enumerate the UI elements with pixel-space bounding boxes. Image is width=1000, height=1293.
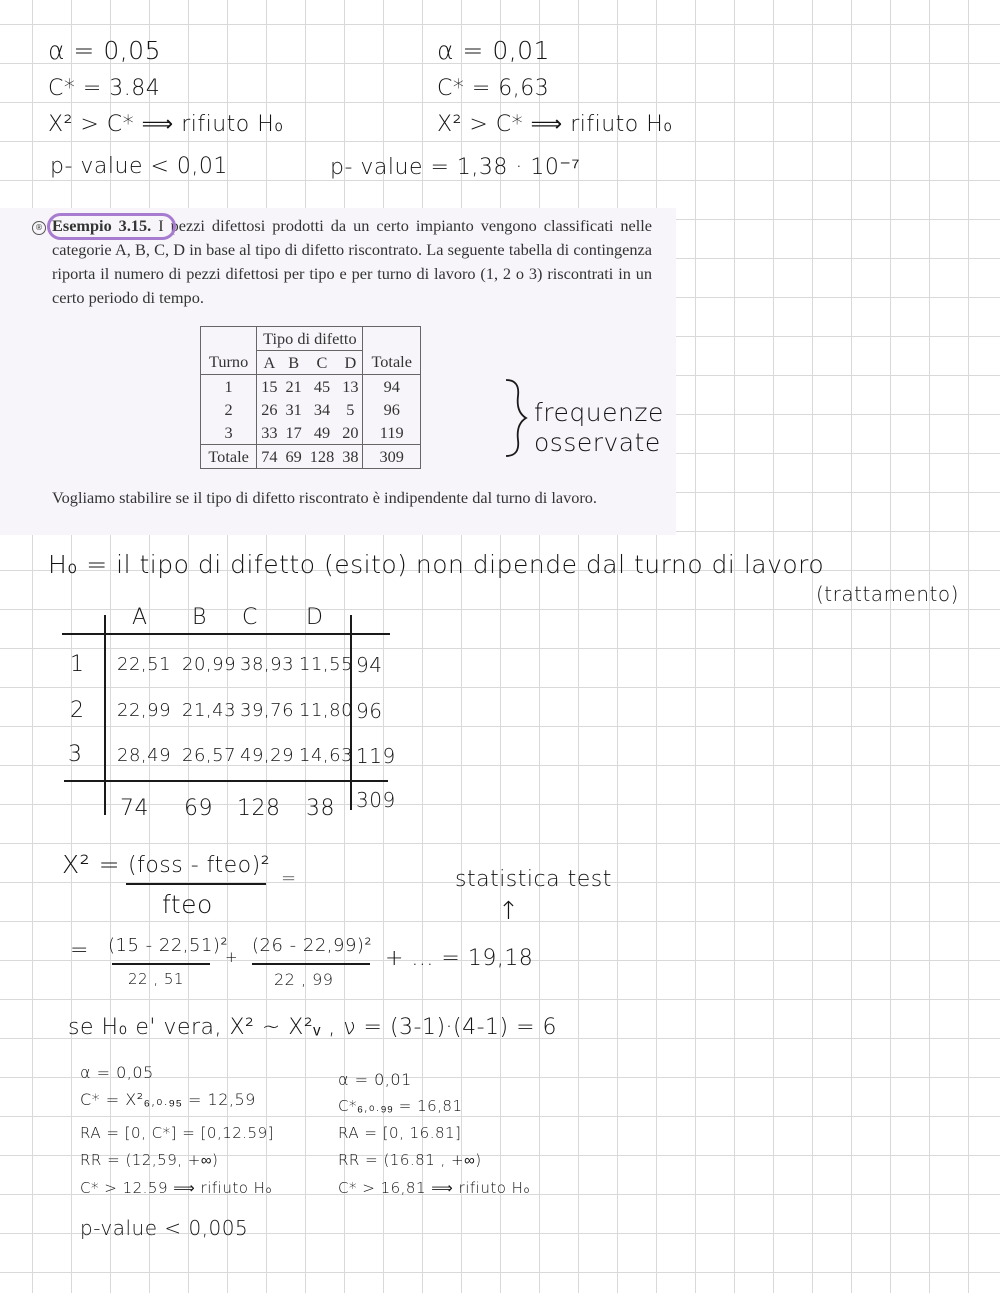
circled-letter-icon: ® [32, 221, 46, 235]
cell: 20,99 [182, 654, 237, 675]
table-row [201, 421, 421, 445]
row-label: 3 [68, 742, 83, 767]
cell: 38,93 [240, 654, 295, 675]
cell: 26,57 [182, 745, 237, 766]
expansion-equals: = [70, 938, 89, 963]
cell: 15 [261, 376, 278, 396]
row-total: 96 [363, 398, 420, 421]
excerpt-question: Vogliamo stabilire se il tipo di difetto riscontrato è indipendente dal turno di lavoro. [52, 488, 598, 507]
highlight-circle [47, 213, 176, 240]
column-total: 74 [120, 796, 149, 821]
cell: 11,55 [299, 654, 354, 675]
distribution-statement: se H₀ e' vera, X² ~ X²ᵥ , ν = (3-1)·(4-1) = 6 [68, 1015, 558, 1040]
table-row [201, 398, 421, 421]
rejection-region-right: RR = (16.81 , +∞) [338, 1151, 482, 1169]
cell: 26 [261, 399, 278, 419]
brace-note-frequenze: frequenze [534, 398, 664, 427]
acceptance-region: RA = [0, C*] = [0,12.59] [80, 1124, 274, 1142]
expansion-result: + ... = 19,18 [385, 946, 534, 971]
decision-reject-h0: X² > C* ⟹ rifiuto H₀ [48, 112, 284, 137]
null-hypothesis: H₀ = il tipo di difetto (esito) non dipende dal turno di lavoro [48, 550, 825, 579]
excerpt-text: I pezzi difettosi prodotti da un certo impianto vengono classificati nelle categorie A, B, C, D in base al tipo di difetto riscontrato. La seguente tabella di contingenza riporta il numero di pezzi difettosi per tipo e per turno di lavoro (1, 2 o 3) riscontrati in un certo periodo di tempo. [52, 216, 652, 307]
row-total: 119 [363, 421, 420, 445]
row-label: 3 [201, 421, 257, 445]
cell: 49 [306, 421, 338, 445]
hypothesis-note: (trattamento) [816, 582, 959, 606]
column-total: 38 [306, 796, 335, 821]
column-total: 128 [237, 796, 281, 821]
row-total: 119 [356, 744, 396, 768]
chi-square-lhs: X² = [62, 850, 121, 879]
acceptance-region-right: RA = [0, 16.81] [338, 1124, 462, 1142]
grand-total: 309 [363, 445, 420, 469]
cell: 45 [313, 376, 331, 396]
brace-note-osservate: osservate [534, 428, 661, 457]
example-label: Esempio 3.15. [52, 216, 152, 235]
cell: 49,29 [240, 745, 295, 766]
row-label: 2 [201, 398, 257, 421]
alpha-001: α = 0,01 [437, 36, 550, 65]
row-total: 96 [356, 699, 383, 723]
table-totals-row [201, 445, 421, 469]
term2-numerator: (26 - 22,99)² [252, 935, 373, 956]
curly-brace-icon [502, 378, 532, 458]
cell: 21,43 [182, 700, 237, 721]
table-col-header: C [306, 351, 338, 375]
rejection-region: RR = (12,59, +∞) [80, 1151, 219, 1169]
table-row [201, 375, 421, 399]
term1-numerator: (15 - 22,51)² [108, 935, 229, 956]
col-header-c: C [242, 605, 258, 630]
row-label: 2 [70, 698, 85, 723]
term2-denominator: 22 , 99 [274, 970, 334, 989]
cell: 128 [306, 445, 338, 469]
row-label: 1 [70, 652, 85, 677]
alpha-001-bottom: α = 0,01 [338, 1070, 412, 1089]
cell: 39,76 [240, 700, 295, 721]
table-row-header: Turno [201, 351, 257, 375]
cell: 33 [257, 421, 282, 445]
plus-sign: + [225, 948, 239, 966]
critical-value-1259: C* = X²₆,₀.₉₅ = 12,59 [80, 1090, 256, 1109]
critical-value-1681: C*₆,₀.₉₉ = 16,81 [338, 1097, 463, 1115]
table-vertical-rule [104, 615, 106, 815]
cell: 28,49 [117, 745, 172, 766]
critical-value-663: C* = 6,63 [437, 76, 550, 101]
cell: 69 [282, 445, 306, 469]
cell: 17 [282, 421, 306, 445]
cell: 21 [285, 376, 302, 396]
table-col-header: D [338, 351, 363, 375]
test-statistic-note: statistica test [455, 867, 612, 892]
fraction-bar [112, 963, 210, 965]
col-header-d: D [306, 605, 324, 630]
term1-denominator: 22 , 51 [128, 970, 184, 988]
col-header-b: B [192, 605, 207, 630]
table-total-header: Totale [363, 351, 420, 375]
observed-frequency-table [200, 326, 421, 469]
row-total: 94 [356, 653, 383, 677]
table-col-header: B [282, 351, 306, 375]
alpha-005-bottom: α = 0,05 [80, 1063, 154, 1082]
table-col-header: A [257, 351, 282, 375]
row-total: 94 [363, 375, 420, 399]
grand-total: 309 [356, 788, 396, 812]
cell: 34 [313, 399, 331, 419]
decision-reject-h0-bottom: C* > 12.59 ⟹ rifiuto H₀ [80, 1179, 272, 1197]
pvalue-less-001: p- value < 0,01 [50, 154, 228, 179]
table-group-header: Tipo di difetto [257, 327, 363, 351]
alpha-005: α = 0,05 [48, 36, 161, 65]
cell: 22,99 [117, 700, 172, 721]
decision-reject-h0-bottom-right: C* > 16,81 ⟹ rifiuto H₀ [338, 1179, 530, 1197]
decision-reject-h0-right: X² > C* ⟹ rifiuto H₀ [437, 112, 673, 137]
cell: 31 [285, 399, 302, 419]
col-header-a: A [132, 605, 148, 630]
row-label: 1 [201, 375, 257, 399]
up-arrow-icon: ↑ [498, 896, 520, 925]
cell: 11,80 [299, 700, 354, 721]
cell: 5 [338, 398, 363, 421]
table-horizontal-rule [62, 633, 390, 635]
totals-label: Totale [201, 445, 257, 469]
column-total: 69 [184, 796, 213, 821]
cell: 13 [338, 375, 363, 399]
formula-denominator: fteo [162, 890, 213, 919]
cell: 38 [338, 445, 363, 469]
cell: 74 [257, 445, 282, 469]
fraction-bar [252, 963, 370, 965]
cell: 22,51 [117, 654, 172, 675]
pvalue-less-0005: p-value < 0,005 [80, 1216, 249, 1240]
cell: 14,63 [299, 745, 354, 766]
pvalue-exact: p- value = 1,38 · 10⁻⁷ [330, 155, 580, 180]
cell: 20 [338, 421, 363, 445]
table-horizontal-rule [64, 780, 388, 782]
formula-trailing-equals: = [281, 868, 297, 889]
critical-value-384: C* = 3.84 [48, 76, 161, 101]
fraction-bar [126, 883, 266, 885]
formula-numerator: (foss - fteo)² [128, 853, 271, 878]
